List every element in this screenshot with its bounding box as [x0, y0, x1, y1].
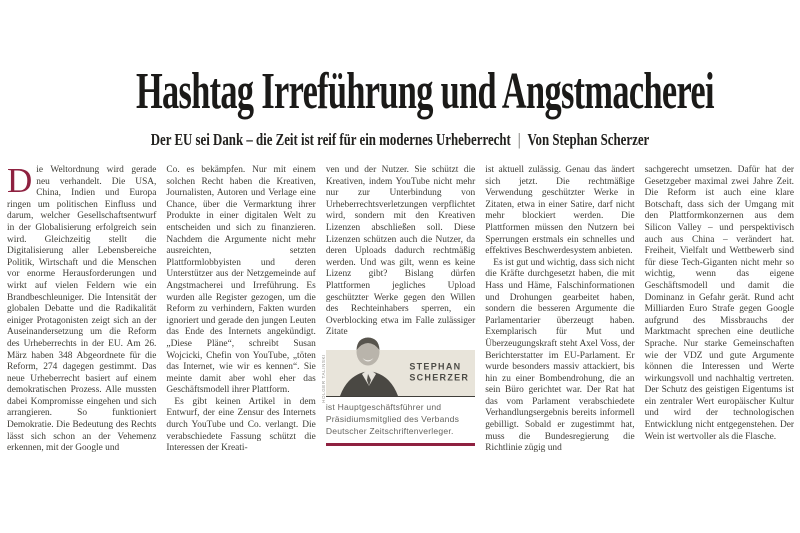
page-title: Hashtag Irreführung und Angstmacherei [136, 63, 714, 120]
subtitle-separator: | [517, 130, 521, 149]
byline: Von Stephan Scherzer [527, 130, 650, 149]
subhead [88, 130, 712, 150]
column-3 [320, 165, 476, 455]
body-paragraph: Es gibt keinen Artikel in dem Entwurf, der eine Zensur des Internets durch YouTube und Co. verlangt. Die verabschiedete Fassung schützt die Interessen der Kreati- [166, 396, 316, 454]
photo-credit: HOLGER TALINSKI [320, 353, 326, 403]
author-photo [326, 350, 475, 397]
author-name-line2: SCHERZER [409, 372, 470, 383]
author-box [320, 350, 475, 446]
author-name-line1: STEPHAN [409, 361, 462, 372]
column-1 [7, 161, 157, 455]
drop-cap: D [7, 161, 33, 200]
author-name [409, 361, 469, 384]
column-2 [166, 165, 315, 455]
body-paragraph [7, 161, 157, 455]
author-bio: ist Hauptgeschäftsführer und Präsidiumsmitglied des Verbands Deutscher Zeitschriftenverleger. [325, 401, 460, 436]
body-paragraph: Co. es bekämpfen. Nur mit einem solchen Recht haben die Kreativen, Journalisten, Autoren und Verlage eine Chance, über die Vermarktung ihrer Produkte in einer digitalen Welt zu entscheiden und sich zu finanzieren. Nachdem die Argumente nicht mehr ausreichten, setzten Plattformlobbyisten und deren Unterstützer aus der Netzgemeinde auf Angstmacherei und Irreführung. Es wurden alle Register gezogen, um die Reform zu verhindern, Fakten wurden ignoriert und gerade den jungen Leuten das Ende des Internets angekündigt. „Diese Pläne“, schreibt Susan Wojcicki, Chefin von YouTube, „töten das Internet, wie wir es kennen“. Sie meinte damit aber wohl eher das Geschäftsmodell ihrer Plattform. [166, 165, 316, 396]
body-paragraph: ven und der Nutzer. Sie schützt die Kreativen, indem YouTube nicht mehr nur zur Unterbindung von Urheberrechtsverletzungen verpflichtet wird, sondern mit den Kreativen Lizenzen abschließen soll. Diese Lizenzen schützen auch die Nutzer, da deren Uploads dadurch rechtmäßig werden. Und was gilt, wenn es keine Lizenz gibt? Bislang dürfen Plattformen jegliches Upload geschützter Werke gegen den Willen des Rechteinhabers sperren, ein Overblocking etwa im Falle zulässiger Zitate [325, 165, 476, 338]
body-paragraph: ist aktuell zulässig. Genau das ändert sich jetzt. Die rechtmäßige Verwendung geschützter Werke in Zitaten, etwa in einer Satire, darf nicht mehr blockiert werden. Die Plattformen müssen den Nutzern bei Sperrungen erstmals ein schnelles und effektives Beschwerdesystem anbieten. [485, 165, 635, 257]
column-4 [485, 165, 634, 455]
article-body [7, 161, 795, 455]
masthead [0, 64, 800, 150]
paragraph-text: ie Weltordnung wird gerade neu verhandelt. Die USA, China, Indien und Europa ringen um politischen Einfluss und darum, welcher Gesellschaftsentwurf in der Globalisierung erfolgreich sein wird. Gleichzeitig stellt die Digitalisierung aller Lebensbereiche Politik, Wirtschaft und die Menschen vor enorme Herausforderungen und wirkt auf vielen Feldern wie ein Brandbeschleuniger. Die Intensität der globalen Debatte und die Radikalität einiger Protagonisten zeigt sich an der Auseinandersetzung um die Reform des Urheberrechts in der EU. Am 26. März haben 348 Abgeordnete für die Reform, 274 dagegen gestimmt. Das neue Urheberrecht basiert auf einem demokratischen Prozess. Alle mussten dabei Kompromisse eingehen und sich arrangieren. So funktioniert Demokratie. Die Bedeutung des Rechts lässt sich schon an der Vehemenz erkennen, mit der Google und [7, 165, 157, 454]
subtitle-text: Der EU sei Dank – die Zeit ist reif für ein modernes Urheberrecht [150, 130, 511, 149]
body-paragraph: sachgerecht umsetzen. Dafür hat der Gesetzgeber maximal zwei Jahre Zeit. Die Reform ist auch eine klare Botschaft, dass sich der Umgang mit den Plattformkonzernen aus dem Silicon Valley – und perspektivisch auch aus China – verändert hat. Freiheit, Vielfalt und Wettbewerb sind für diese Tech-Giganten nicht mehr so wichtig, wenn das eigene Geschäftsmodell und damit die Dominanz in Gefahr gerät. Rund acht Milliarden Euro Strafe gegen Google aufgrund des Missbrauchs der Marktmacht sprechen eine deutliche Sprache. Nur starke Gemeinschaften wie der VDZ und gute Argumente können die Interessen und Werte wirkungsvoll und nachhaltig vertreten. Der Schutz des geistigen Eigentums ist ein zentraler Wert europäischer Kultur und wird der technologischen Entwicklung nicht entgegenstehen. Der Wein ist wertvoller als die Flasche. [644, 165, 795, 442]
body-paragraph: Es ist gut und wichtig, dass sich nicht die Kräfte durchgesetzt haben, die mit Hass und Häme, Falschinformationen und Drohungen gearbeitet haben, sondern die besseren Argumente die Parlamentarier überzeugt haben. Exemplarisch für Mut und Überzeugungskraft steht Axel Voss, der Berichterstatter im EU-Parlament. Er wurde besonders massiv attackiert, bis hin zu einer Bombendrohung, die an sein Büro gerichtet war. Der Rat hat das vom Parlament verabschiedete Verhandlungsergebnis bereits informell gebilligt. Sobald er zugestimmt hat, muss die Bundesregierung die Richtlinie zügig und [485, 257, 635, 454]
author-portrait-icon [328, 334, 410, 396]
end-rule [326, 443, 475, 446]
column-5 [645, 165, 794, 455]
